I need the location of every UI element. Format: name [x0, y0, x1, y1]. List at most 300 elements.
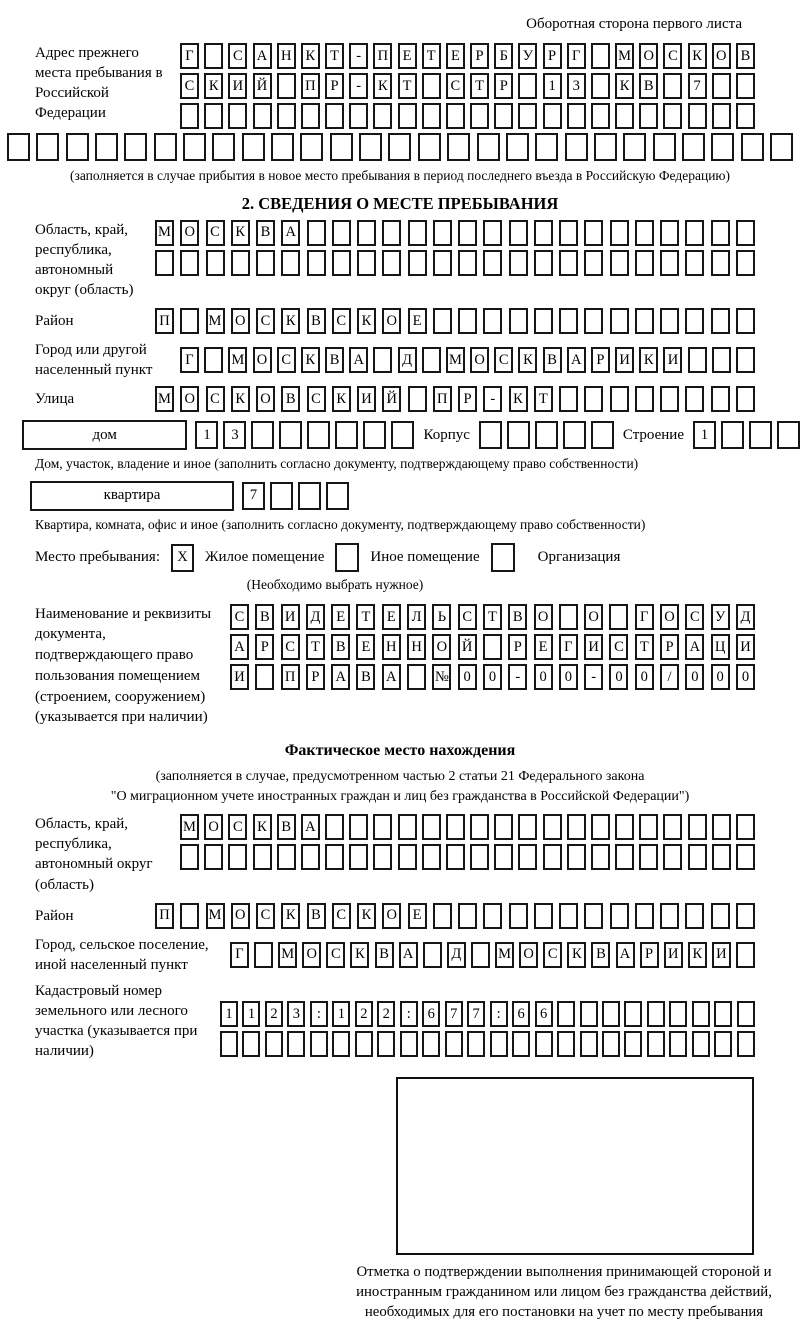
char-box — [518, 814, 537, 840]
char-box: В — [639, 73, 658, 99]
char-box: Г — [635, 604, 654, 630]
char-box — [580, 1031, 598, 1057]
char-box: С — [277, 347, 296, 373]
char-box — [355, 1031, 373, 1057]
char-box — [712, 844, 731, 870]
stay-place-checkbox-zhiloe: X — [171, 544, 194, 572]
char-box: О — [231, 903, 250, 929]
char-box: И — [736, 634, 755, 660]
stay-place-checkbox-org — [491, 543, 515, 572]
char-box — [307, 421, 330, 449]
char-box — [777, 421, 800, 449]
prev-address-caption: (заполняется в случае прибытия в новое место пребывания в период последнего въезда в Российскую Федерацию) — [69, 168, 731, 183]
char-box: Р — [494, 73, 513, 99]
char-box — [433, 903, 452, 929]
char-box — [330, 133, 353, 161]
char-box — [736, 814, 755, 840]
char-box — [154, 133, 177, 161]
char-box — [332, 220, 351, 246]
char-box: Е — [382, 604, 401, 630]
char-box: О — [519, 942, 538, 968]
char-box — [591, 814, 610, 840]
char-box: В — [307, 903, 326, 929]
char-box: 3 — [567, 73, 586, 99]
char-box: В — [307, 308, 326, 334]
char-box — [228, 844, 247, 870]
char-box — [301, 103, 320, 129]
char-box — [712, 347, 731, 373]
char-box — [559, 220, 578, 246]
char-box: И — [230, 664, 249, 690]
char-box: К — [301, 347, 320, 373]
char-box: С — [307, 386, 326, 412]
char-box: Р — [640, 942, 659, 968]
prev-address-rows — [180, 43, 755, 129]
char-box — [325, 844, 344, 870]
char-box — [422, 73, 441, 99]
char-box — [287, 1031, 305, 1057]
char-box — [445, 1031, 463, 1057]
char-box: В — [508, 604, 527, 630]
char-box — [310, 1031, 328, 1057]
char-box: О — [712, 43, 731, 69]
char-box: Й — [382, 386, 401, 412]
char-box: И — [663, 347, 682, 373]
char-box — [685, 903, 704, 929]
char-box — [422, 814, 441, 840]
char-box: - — [483, 386, 502, 412]
char-box — [635, 903, 654, 929]
char-box: П — [281, 664, 300, 690]
char-box — [95, 133, 118, 161]
char-box — [470, 814, 489, 840]
char-box — [534, 250, 553, 276]
char-box: И — [615, 347, 634, 373]
char-box: М — [495, 942, 514, 968]
char-box — [228, 103, 247, 129]
char-box: 0 — [635, 664, 654, 690]
fact-title: Фактическое место нахождения — [284, 741, 516, 759]
char-box: - — [349, 43, 368, 69]
char-box — [422, 347, 441, 373]
char-box — [382, 220, 401, 246]
char-box — [565, 133, 588, 161]
char-box — [458, 308, 477, 334]
char-box — [253, 844, 272, 870]
char-box: В — [255, 604, 274, 630]
char-box: К — [639, 347, 658, 373]
char-box: - — [584, 664, 603, 690]
char-box — [494, 103, 513, 129]
char-box — [660, 250, 679, 276]
char-box — [711, 386, 730, 412]
char-box — [737, 1001, 755, 1027]
char-box — [335, 421, 358, 449]
char-box — [535, 421, 558, 449]
char-box — [204, 844, 223, 870]
char-box — [422, 103, 441, 129]
char-box: К — [567, 942, 586, 968]
char-box: В — [375, 942, 394, 968]
char-box — [467, 1031, 485, 1057]
char-box — [692, 1031, 710, 1057]
house-row — [22, 420, 800, 450]
char-box: П — [433, 386, 452, 412]
char-box: С — [458, 604, 477, 630]
char-box — [373, 814, 392, 840]
char-box — [534, 220, 553, 246]
char-box — [349, 103, 368, 129]
prev-address-row-1 — [180, 43, 755, 69]
char-box — [635, 386, 654, 412]
char-box — [635, 250, 654, 276]
char-box: - — [349, 73, 368, 99]
char-box — [332, 250, 351, 276]
char-box: М — [155, 220, 174, 246]
char-box: Й — [458, 634, 477, 660]
char-box: К — [204, 73, 223, 99]
char-box — [446, 844, 465, 870]
char-box — [660, 308, 679, 334]
char-box: В — [591, 942, 610, 968]
char-box: И — [357, 386, 376, 412]
char-box — [349, 814, 368, 840]
char-box: С — [685, 604, 704, 630]
char-box — [685, 250, 704, 276]
apartment-caption: Квартира, комната, офис и иное (заполнить согласно документу, подтверждающему право собственности) — [35, 516, 646, 532]
char-box — [602, 1031, 620, 1057]
char-box — [391, 421, 414, 449]
char-box — [483, 250, 502, 276]
char-box — [253, 103, 272, 129]
char-box — [557, 1001, 575, 1027]
region3-row-1 — [180, 814, 755, 840]
apartment-row — [30, 481, 800, 511]
char-box — [567, 103, 586, 129]
char-box — [325, 103, 344, 129]
fact-caption-line2: "О миграционном учете иностранных граждан и лиц без гражданства в Российской Федерации") — [110, 789, 690, 805]
char-box — [557, 1031, 575, 1057]
char-box — [483, 308, 502, 334]
char-box: М — [615, 43, 634, 69]
char-box — [610, 250, 629, 276]
district3-group — [35, 903, 800, 929]
char-box — [518, 73, 537, 99]
char-box: М — [206, 308, 225, 334]
char-box: А — [399, 942, 418, 968]
section2-title: 2. СВЕДЕНИЯ О МЕСТЕ ПРЕБЫВАНИЯ — [241, 193, 559, 213]
char-box: О — [180, 220, 199, 246]
char-box — [483, 220, 502, 246]
char-box — [373, 103, 392, 129]
char-box — [124, 133, 147, 161]
char-box — [407, 664, 426, 690]
char-box — [256, 250, 275, 276]
city-group — [35, 340, 800, 380]
house-box-label: дом — [22, 420, 187, 450]
district-row — [155, 308, 755, 334]
char-box — [408, 386, 427, 412]
char-box — [204, 347, 223, 373]
header-note: Оборотная сторона первого листа — [526, 16, 742, 32]
char-box — [326, 482, 349, 510]
char-box: К — [301, 43, 320, 69]
char-box — [458, 250, 477, 276]
district-group — [35, 308, 800, 334]
char-box — [422, 844, 441, 870]
char-box: С — [256, 903, 275, 929]
char-box — [685, 220, 704, 246]
char-box: С — [332, 308, 351, 334]
char-box: Р — [255, 634, 274, 660]
char-box: Т — [325, 43, 344, 69]
char-box: 7 — [445, 1001, 463, 1027]
char-box — [357, 220, 376, 246]
char-box — [483, 903, 502, 929]
char-box — [624, 1031, 642, 1057]
stay-place-option-zhiloe: Жилое помещение — [205, 549, 325, 566]
char-box: Е — [446, 43, 465, 69]
char-box: Т — [635, 634, 654, 660]
char-box: В — [736, 43, 755, 69]
char-box — [712, 103, 731, 129]
apartment-cells — [242, 482, 349, 510]
char-box: : — [310, 1001, 328, 1027]
char-box — [737, 1031, 755, 1057]
char-box: С — [446, 73, 465, 99]
prev-address-label: Адрес прежнего места пребывания в Российской Федерации — [35, 45, 163, 122]
char-box: К — [373, 73, 392, 99]
char-box — [270, 482, 293, 510]
char-box — [610, 308, 629, 334]
char-box: О — [534, 604, 553, 630]
char-box: Т — [398, 73, 417, 99]
char-box — [584, 308, 603, 334]
char-box — [685, 308, 704, 334]
char-box — [509, 220, 528, 246]
char-box — [580, 1001, 598, 1027]
char-box — [663, 814, 682, 840]
char-box — [749, 421, 772, 449]
city-row — [180, 347, 755, 373]
region3-label: Область, край, республика, автономный округ (область) — [35, 816, 153, 893]
document-rows — [230, 604, 755, 690]
char-box — [458, 903, 477, 929]
char-box — [591, 421, 614, 449]
char-box: К — [231, 386, 250, 412]
char-box: 1 — [332, 1001, 350, 1027]
char-box — [471, 942, 490, 968]
char-box — [610, 386, 629, 412]
char-box — [594, 133, 617, 161]
char-box — [543, 103, 562, 129]
char-box: О — [231, 308, 250, 334]
char-box — [255, 664, 274, 690]
char-box — [398, 844, 417, 870]
char-box — [301, 844, 320, 870]
char-box: С — [256, 308, 275, 334]
char-box — [254, 942, 273, 968]
char-box — [277, 73, 296, 99]
char-box — [535, 1031, 553, 1057]
char-box — [736, 73, 755, 99]
char-box: К — [615, 73, 634, 99]
stroenie-label: Строение — [622, 426, 684, 443]
region-row-2 — [155, 250, 755, 276]
char-box — [470, 103, 489, 129]
char-box — [509, 308, 528, 334]
char-box: А — [301, 814, 320, 840]
char-box — [212, 133, 235, 161]
char-box — [653, 133, 676, 161]
char-box — [584, 386, 603, 412]
char-box: 0 — [609, 664, 628, 690]
char-box — [479, 421, 502, 449]
char-box — [635, 308, 654, 334]
char-box — [298, 482, 321, 510]
char-box: К — [357, 903, 376, 929]
char-box — [66, 133, 89, 161]
city3-group — [35, 935, 800, 975]
char-box — [682, 133, 705, 161]
stamp-box — [396, 1077, 754, 1255]
char-box: А — [331, 664, 350, 690]
char-box: С — [543, 942, 562, 968]
char-box — [363, 421, 386, 449]
char-box: Й — [253, 73, 272, 99]
char-box: 7 — [467, 1001, 485, 1027]
char-box: М — [228, 347, 247, 373]
char-box — [736, 386, 755, 412]
char-box — [388, 133, 411, 161]
char-box: 6 — [535, 1001, 553, 1027]
street-row — [155, 386, 755, 412]
char-box: С — [332, 903, 351, 929]
char-box — [7, 133, 30, 161]
korpus-cells — [479, 421, 614, 449]
char-box: О — [256, 386, 275, 412]
char-box — [559, 386, 578, 412]
char-box: 2 — [377, 1001, 395, 1027]
char-box: П — [373, 43, 392, 69]
char-box — [663, 103, 682, 129]
prev-address-row-4 — [7, 133, 793, 161]
char-box — [615, 844, 634, 870]
char-box — [685, 386, 704, 412]
char-box — [494, 814, 513, 840]
cadastre-label: Кадастровый номер земельного или лесного участка (указывается при наличии) — [35, 982, 198, 1060]
fact-caption-line1: (заполняется в случае, предусмотренном частью 2 статьи 21 Федерального закона — [155, 768, 645, 784]
char-box — [180, 844, 199, 870]
char-box: О — [253, 347, 272, 373]
region3-rows — [180, 814, 755, 870]
char-box — [398, 103, 417, 129]
char-box: : — [490, 1001, 508, 1027]
char-box: А — [281, 220, 300, 246]
region3-row-2 — [180, 844, 755, 870]
char-box — [220, 1031, 238, 1057]
char-box — [423, 942, 442, 968]
char-box — [470, 844, 489, 870]
district-label: Район — [35, 312, 74, 329]
char-box — [591, 844, 610, 870]
cadastre-group — [35, 981, 800, 1061]
char-box — [711, 903, 730, 929]
char-box: / — [660, 664, 679, 690]
char-box: И — [281, 604, 300, 630]
char-box: А — [685, 634, 704, 660]
char-box: В — [281, 386, 300, 412]
char-box — [663, 844, 682, 870]
prev-address-row-3 — [180, 103, 755, 129]
char-box: О — [204, 814, 223, 840]
char-box: 2 — [265, 1001, 283, 1027]
char-box — [155, 250, 174, 276]
char-box — [477, 133, 500, 161]
char-box — [357, 250, 376, 276]
char-box: У — [711, 604, 730, 630]
char-box: О — [584, 604, 603, 630]
char-box: К — [253, 814, 272, 840]
char-box: Р — [306, 664, 325, 690]
char-box: 6 — [512, 1001, 530, 1027]
char-box — [300, 133, 323, 161]
choose-caption: (Необходимо выбрать нужное) — [246, 577, 424, 593]
char-box — [433, 308, 452, 334]
char-box — [265, 1031, 283, 1057]
char-box — [736, 250, 755, 276]
char-box — [180, 308, 199, 334]
char-box — [639, 814, 658, 840]
char-box — [584, 220, 603, 246]
char-box — [736, 220, 755, 246]
char-box: К — [350, 942, 369, 968]
char-box: О — [432, 634, 451, 660]
char-box: Г — [180, 43, 199, 69]
char-box — [433, 220, 452, 246]
char-box — [307, 250, 326, 276]
char-box: М — [206, 903, 225, 929]
char-box — [325, 814, 344, 840]
char-box: Г — [230, 942, 249, 968]
char-box: Г — [559, 634, 578, 660]
char-box: Т — [483, 604, 502, 630]
char-box — [506, 133, 529, 161]
street-label: Улица — [35, 391, 75, 408]
document-row-1 — [230, 604, 755, 630]
char-box: С — [326, 942, 345, 968]
char-box: 3 — [223, 421, 246, 449]
char-box — [736, 347, 755, 373]
cadastre-row-2 — [220, 1031, 755, 1057]
char-box: В — [331, 634, 350, 660]
char-box — [204, 103, 223, 129]
char-box: 6 — [422, 1001, 440, 1027]
char-box: О — [660, 604, 679, 630]
char-box: М — [155, 386, 174, 412]
char-box — [736, 844, 755, 870]
char-box: К — [281, 308, 300, 334]
char-box: О — [382, 903, 401, 929]
stay-place-row — [35, 543, 800, 572]
house-caption: Дом, участок, владение и иное (заполнить согласно документу, подтверждающему право собственности) — [35, 456, 639, 472]
char-box — [635, 220, 654, 246]
char-box: Н — [382, 634, 401, 660]
char-box: О — [470, 347, 489, 373]
char-box: С — [663, 43, 682, 69]
char-box — [180, 103, 199, 129]
char-box: С — [609, 634, 628, 660]
